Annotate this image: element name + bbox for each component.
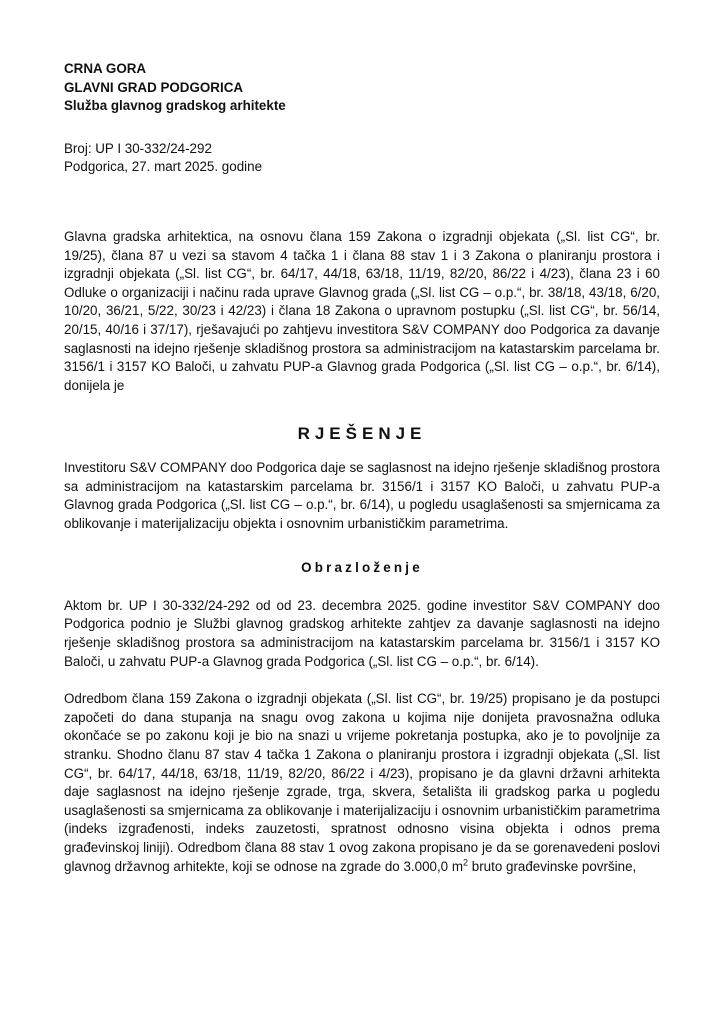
intro-paragraph: Glavna gradska arhitektica, na osnovu člana 159 Zakona o izgradnji objekata („Sl. list CG“, br. 19/25), člana 87 u vezi sa stavom 4 tačka 1 i člana 88 stav 1 i 3 Zakona o planiranju prostora i izgradnji objekata („Sl. list CG“, br. 64/17, 44/18, 63/18, 11/19, 82/20, 86/22 i 4/23), člana 23 i 60 Odluke o organizaciji i načinu rada uprave Glavnog grada („Sl. list CG – o.p.“, br. 38/18, 43/18, 6/20, 10/20, 36/21, 5/22, 30/23 i 42/23) i člana 18 Zakona o upravnom postupku („Sl. list CG“, br. 56/14, 20/15, 40/16 i 37/17), rješavajući po zahtjevu investitora S&V COMPANY doo Podgorica za davanje saglasnosti na idejno rješenje skladišnog prostora sa administracijom na katastarskim parcelama br. 3156/1 i 3157 KO Baloči, u zahvatu PUP-a Glavnog grada Podgorica („Sl. list CG – o.p.“, br. 6/14), donijela je bbox=[64, 228, 660, 393]
reasoning-paragraph-2-end: bruto građevinske površine, bbox=[468, 858, 637, 874]
decision-paragraph: Investitoru S&V COMPANY doo Podgorica daje se saglasnost na idejno rješenje skladišnog prostora sa administracijom na katastarskim parcelama br. 3156/1 i 3157 KO Baloči, u zahvatu PUP-a Glavnog grada Podgorica („Sl. list CG – o.p.“, br. 6/14), u pogledu usaglašenosti sa smjernicama za oblikovanje i materijalizaciju objekta i osnovnim urbanističkim parametrima. bbox=[64, 459, 660, 531]
reasoning-paragraph-2 bbox=[64, 690, 660, 876]
reasoning-paragraph-1: Aktom br. UP I 30-332/24-292 od od 23. decembra 2025. godine investitor S&V COMPANY doo Podgorica podnio je Službi glavnog gradskog arhitekte zahtjev za davanje saglasnosti na idejno rješenje skladišnog prostora sa administracijom na katastarskim parcelama br. 3156/1 i 3157 KO Baloči, u zahvatu PUP-a Glavnog grada Podgorica („Sl. list CG – o.p.“, br. 6/14). bbox=[64, 597, 660, 669]
reasoning-title: Obrazloženje bbox=[301, 560, 423, 576]
superscript-exponent: 2 bbox=[463, 857, 469, 868]
document-number: Broj: UP I 30-332/24-292 bbox=[64, 140, 212, 156]
document-meta bbox=[64, 140, 660, 177]
office-name: Služba glavnog gradskog arhitekte bbox=[64, 98, 286, 114]
city-name: GLAVNI GRAD PODGORICA bbox=[64, 79, 244, 95]
document-place-date: Podgorica, 27. mart 2025. godine bbox=[64, 159, 263, 175]
country-name: CRNA GORA bbox=[64, 61, 147, 76]
decision-title: RJEŠENJE bbox=[297, 424, 427, 444]
reasoning-paragraph-2-text: Odredbom člana 159 Zakona o izgradnji objekata („Sl. list CG“, br. 19/25) propisano je da postupci započeti do dana stupanja na snagu ovog zakona u kojima nije donijeta pravosnažna odluka okončaće se po zakonu koji je bio na snazi u vrijeme pokretanja postupka, ako je to povoljnije za stranku. Shodno članu 87 stav 4 tačka 1 Zakona o planiranju prostora i izgradnji objekata („Sl. list CG“, br. 64/17, 44/18, 63/18, 11/19, 82/20, 86/22 i 4/23), propisano je da glavni državni arhitekta daje saglasnost na idejno rješenje zgrade, trga, skvera, šetališta ili gradskog parka u pogledu usaglašenosti sa smjernicama za oblikovanje i materijalizaciju i osnovnim urbanističkim parametrima (indeks izgrađenosti, indeks zauzetosti, spratnost odnosno visina objekta i odnos prema građevinskoj liniji). Odredbom člana 88 stav 1 ovog zakona propisano je da se gorenavedeni poslovi glavnog državnog arhitekte, koji se odnose na zgrade do 3.000,0 m bbox=[64, 691, 660, 874]
document-page bbox=[64, 60, 660, 876]
